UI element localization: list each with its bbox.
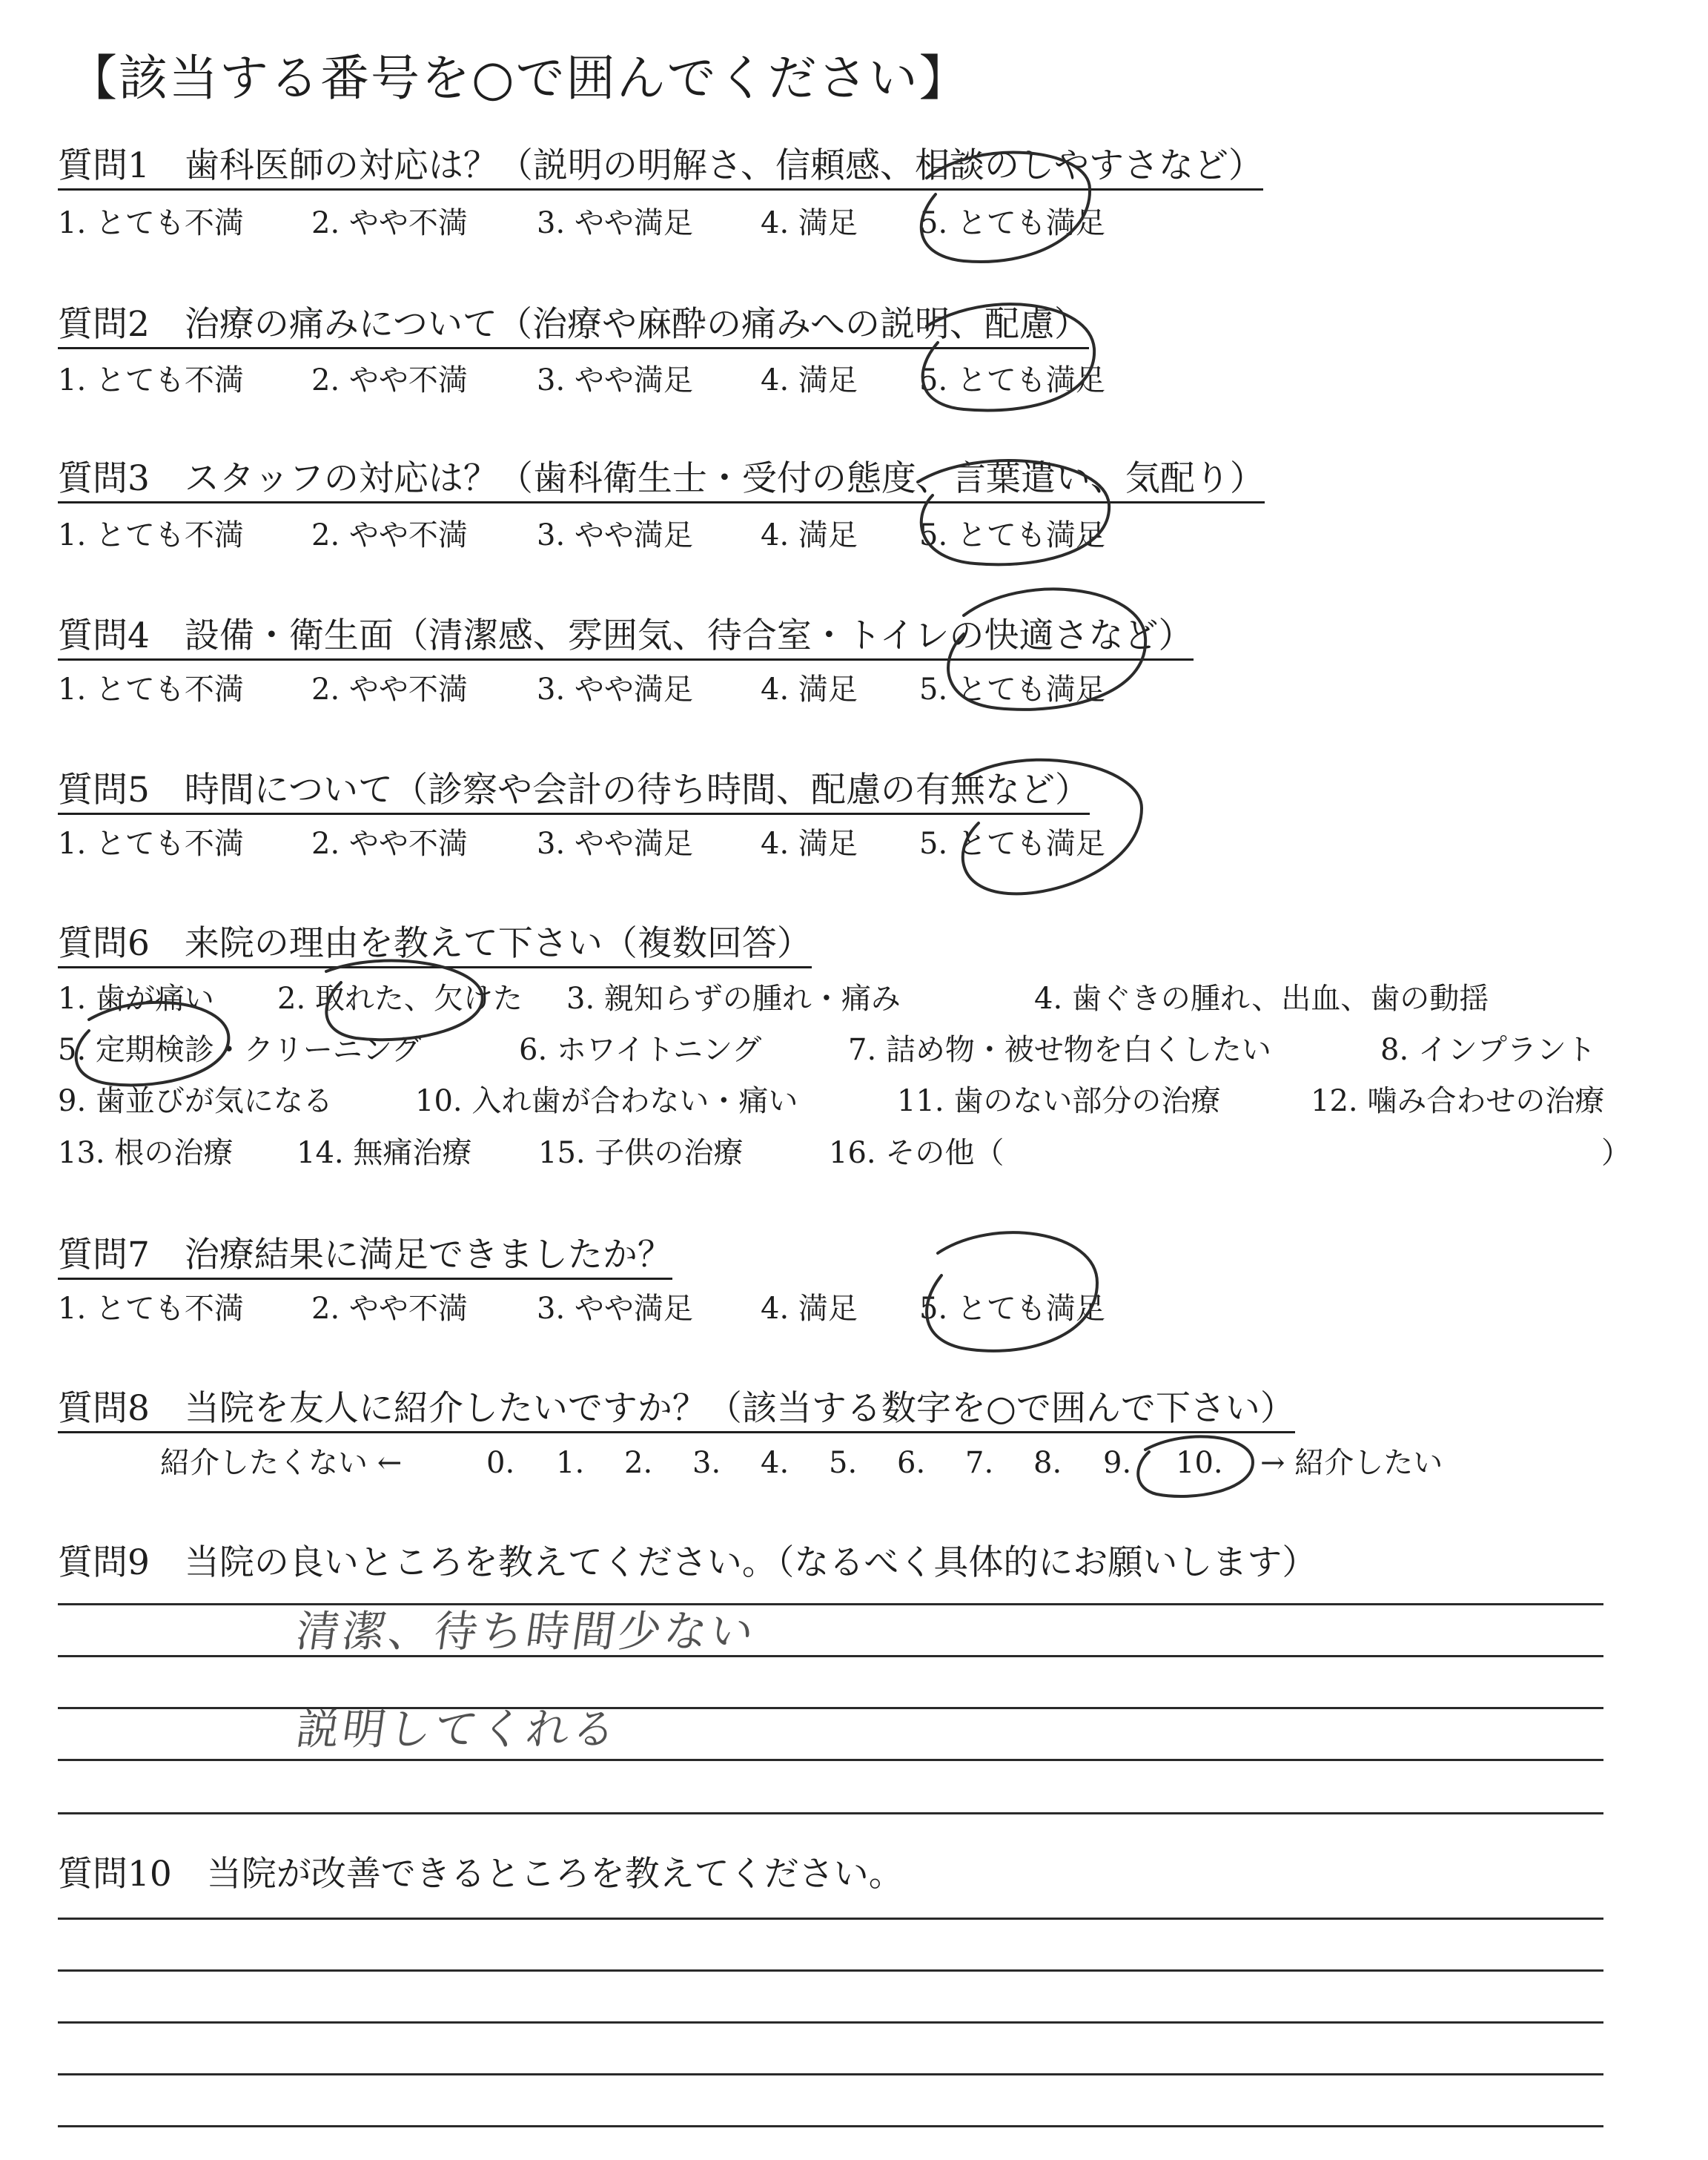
option-2[interactable]: 2. やや不満 (311, 363, 468, 397)
reason-14[interactable]: 14. 無痛治療 (297, 1136, 472, 1170)
question-7-options (0, 1290, 1708, 1335)
answer-line (58, 2125, 1603, 2127)
option-5[interactable]: 5. とても満足 (919, 1292, 1105, 1326)
nps-8[interactable]: 8. (1033, 1446, 1062, 1480)
option-1[interactable]: 1. とても不満 (58, 363, 244, 397)
question-5: 質問5 時間について（診察や会計の待ち時間、配慮の有無など） (58, 770, 1090, 815)
reason-8[interactable]: 8. インプラント (1380, 1033, 1596, 1067)
option-3[interactable]: 3. やや満足 (537, 363, 693, 397)
question-3-options (0, 517, 1708, 561)
option-5[interactable]: 5. とても満足 (919, 827, 1105, 861)
reason-13[interactable]: 13. 根の治療 (58, 1136, 234, 1170)
option-1[interactable]: 1. とても不満 (58, 673, 244, 707)
option-1[interactable]: 1. とても不満 (58, 206, 244, 240)
reason-16-close: ） (1601, 1136, 1631, 1170)
question-8: 質問8 当院を友人に紹介したいですか？（該当する数字を○で囲んで下さい） (58, 1388, 1295, 1433)
reason-10[interactable]: 10. 入れ歯が合わない・痛い (415, 1084, 798, 1118)
answer-line (58, 1759, 1603, 1761)
reason-5[interactable]: 5. 定期検診・クリーニング (58, 1033, 422, 1067)
question-3: 質問3 スタッフの対応は？（歯科衛生士・受付の態度、言葉遣い、気配り） (58, 458, 1265, 503)
nps-1[interactable]: 1. (556, 1446, 585, 1480)
reason-6[interactable]: 6. ホワイトニング (519, 1033, 762, 1067)
option-5[interactable]: 5. とても満足 (919, 673, 1105, 707)
nps-10[interactable]: 10. (1176, 1446, 1223, 1480)
reason-4[interactable]: 4. 歯ぐきの腫れ、出血、歯の動揺 (1034, 982, 1489, 1016)
option-4[interactable]: 4. 満足 (761, 1292, 858, 1326)
question-5-options (0, 825, 1708, 870)
option-1[interactable]: 1. とても不満 (58, 1292, 244, 1326)
reason-3[interactable]: 3. 親知らずの腫れ・痛み (566, 982, 901, 1016)
question-6: 質問6 来院の理由を教えて下さい（複数回答） (58, 923, 812, 968)
option-1[interactable]: 1. とても不満 (58, 518, 244, 552)
option-5[interactable]: 5. とても満足 (919, 206, 1105, 240)
answer-line (58, 1603, 1603, 1605)
question-4-options (0, 671, 1708, 716)
question-7: 質問7 治療結果に満足できましたか？ (58, 1235, 672, 1280)
nps-low-label: 紹介したくない ← (160, 1446, 403, 1480)
question-6-options-row-3 (0, 1083, 1708, 1127)
nps-7[interactable]: 7. (965, 1446, 994, 1480)
nps-9[interactable]: 9. (1103, 1446, 1132, 1480)
option-4[interactable]: 4. 満足 (761, 206, 858, 240)
question-6-options-row-4 (0, 1135, 1708, 1179)
page-title: 【該当する番号を○で囲んでください】 (68, 50, 970, 107)
answer-line (58, 1655, 1603, 1657)
question-6-options-row-2 (0, 1031, 1708, 1076)
option-3[interactable]: 3. やや満足 (537, 827, 693, 861)
option-5[interactable]: 5. とても満足 (919, 363, 1105, 397)
option-3[interactable]: 3. やや満足 (537, 1292, 693, 1326)
handwritten-answer-line-1: 清潔、待ち時間少ない (293, 1606, 760, 1657)
option-3[interactable]: 3. やや満足 (537, 673, 693, 707)
question-9: 質問9 当院の良いところを教えてください。（なるべく具体的にお願いします） (58, 1542, 1317, 1583)
handwritten-answer-line-2: 説明してくれる (293, 1704, 622, 1754)
option-2[interactable]: 2. やや不満 (311, 518, 468, 552)
option-2[interactable]: 2. やや不満 (311, 206, 468, 240)
option-3[interactable]: 3. やや満足 (537, 206, 693, 240)
nps-3[interactable]: 3. (692, 1446, 721, 1480)
nps-0[interactable]: 0. (486, 1446, 515, 1480)
option-2[interactable]: 2. やや不満 (311, 673, 468, 707)
option-2[interactable]: 2. やや不満 (311, 827, 468, 861)
reason-1[interactable]: 1. 歯が痛い (58, 982, 214, 1016)
reason-12[interactable]: 12. 噛み合わせの治療 (1311, 1084, 1605, 1118)
nps-2[interactable]: 2. (624, 1446, 653, 1480)
option-4[interactable]: 4. 満足 (761, 518, 858, 552)
reason-11[interactable]: 11. 歯のない部分の治療 (897, 1084, 1221, 1118)
question-1: 質問1 歯科医師の対応は？（説明の明解さ、信頼感、相談のしやすさなど） (58, 145, 1263, 191)
nps-4[interactable]: 4. (761, 1446, 790, 1480)
reason-15[interactable]: 15. 子供の治療 (538, 1136, 744, 1170)
option-2[interactable]: 2. やや不満 (311, 1292, 468, 1326)
answer-line (58, 2021, 1603, 2024)
question-2-options (0, 362, 1708, 406)
reason-16[interactable]: 16. その他（ (829, 1136, 1004, 1170)
reason-2[interactable]: 2. 取れた、欠けた (277, 982, 523, 1016)
question-6-options-row-1 (0, 980, 1708, 1025)
nps-5[interactable]: 5. (829, 1446, 858, 1480)
option-4[interactable]: 4. 満足 (761, 673, 858, 707)
nps-high-label: → 紹介したい (1260, 1446, 1443, 1480)
option-1[interactable]: 1. とても不満 (58, 827, 244, 861)
answer-line (58, 1969, 1603, 1972)
answer-line (58, 1918, 1603, 1920)
reason-9[interactable]: 9. 歯並びが気になる (58, 1084, 333, 1118)
question-4: 質問4 設備・衛生面（清潔感、雰囲気、待合室・トイレの快適さなど） (58, 615, 1194, 661)
question-2: 質問2 治療の痛みについて（治療や麻酔の痛みへの説明、配慮） (58, 304, 1089, 349)
answer-line (58, 1812, 1603, 1814)
nps-6[interactable]: 6. (897, 1446, 926, 1480)
option-4[interactable]: 4. 満足 (761, 827, 858, 861)
question-1-options (0, 205, 1708, 249)
reason-7[interactable]: 7. 詰め物・被せ物を白くしたい (848, 1033, 1271, 1067)
question-10: 質問10 当院が改善できるところを教えてください。 (58, 1854, 904, 1895)
answer-line (58, 1707, 1603, 1709)
option-4[interactable]: 4. 満足 (761, 363, 858, 397)
option-5[interactable]: 5. とても満足 (919, 518, 1105, 552)
answer-line (58, 2073, 1603, 2075)
option-3[interactable]: 3. やや満足 (537, 518, 693, 552)
